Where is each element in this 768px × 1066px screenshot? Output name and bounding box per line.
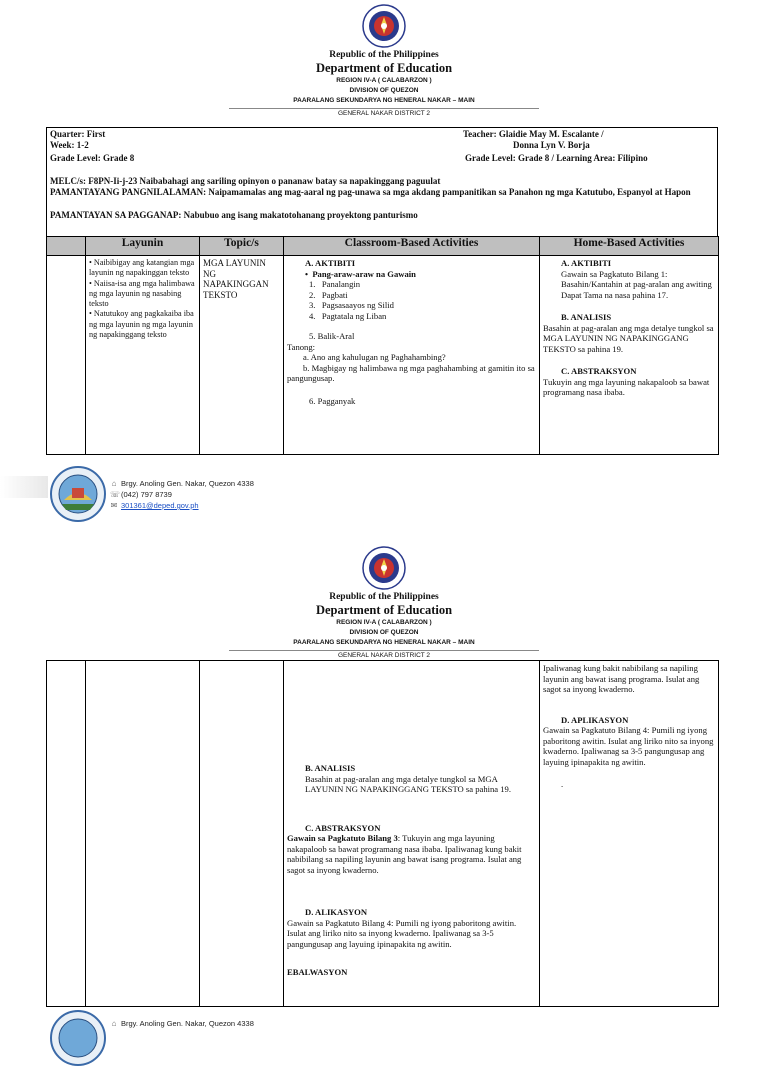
week-text: Week: 1-2 [50, 140, 89, 150]
email-line [110, 500, 254, 511]
abstraksyon-label: Gawain sa Pagkatuto Bilang 3 [287, 833, 398, 843]
daily-activities-list [287, 279, 536, 321]
list-item-text: Pagbati [321, 289, 348, 300]
aktibiti-title: A. AKTIBITI [305, 258, 356, 268]
home-aktibiti-title: A. AKTIBITI [561, 258, 612, 268]
address-text: Brgy. Anoling Gen. Nakar, Quezon 4338 [121, 479, 254, 488]
grade-level-right: Grade Level: Grade 8 / Learning Area: Filipino [465, 153, 648, 163]
location-icon: ⌂ [111, 1019, 117, 1028]
alikasyon-body: Gawain sa Pagkatuto Bilang 4: Pumili ng iyong paboritong awitin. Isulat ang liriko nito sa inyong kwaderno. Ipaliwanag sa 3-5 pangungusap ang layuing ipinapakita ng awitin. [287, 917, 517, 949]
pangaraw-label: • Pang-araw-araw na Gawain [305, 268, 416, 279]
layunin-item: • Naiisa-isa ang mga halimbawa ng mga layunin ng nasabing teksto [89, 278, 195, 309]
district-label: GENERAL NAKAR DISTRICT 2 [337, 652, 431, 659]
analisis-body: Basahin at pag-aralan ang mga detalye tungkol sa MGA LAYUNIN NG NAPAKINGGANG TEKSTO sa pahina 19. [305, 773, 512, 794]
list-item: 2. Pagbati [309, 289, 348, 300]
phone-icon: ☏ [110, 490, 121, 499]
header-home: Home-Based Activities [540, 237, 719, 256]
classroom-cell [284, 256, 540, 455]
classroom-cell [284, 661, 540, 1007]
empty-header [47, 237, 86, 256]
grade-level-left: Grade Level: Grade 8 [50, 153, 135, 163]
deped-seal-icon [362, 4, 406, 48]
tanong-label: Tanong: [287, 341, 316, 352]
pagganyak: 6. Pagganyak [309, 395, 356, 406]
school-logo-icon [50, 1010, 106, 1066]
school-label: PAARALANG SEKUNDARYA NG HENERAL NAKAR – MAIN [293, 639, 475, 646]
region-label: REGION IV-A ( CALABARZON ) [336, 619, 432, 626]
ebalwasyon-title: EBALWASYON [287, 967, 348, 977]
empty-cell [47, 661, 86, 1007]
layunin-cell [86, 256, 200, 455]
phone-line [110, 489, 254, 500]
melc-text: MELC/s: F8PN-Ii-j-23 Naibabahagi ang sariling opinyon o pananaw batay sa napakinggang paguulat [50, 176, 441, 186]
page1-header [0, 50, 768, 119]
school-label: PAARALANG SEKUNDARYA NG HENERAL NAKAR – MAIN [293, 97, 475, 104]
email-link[interactable]: 301361@deped.gov.ph [121, 501, 199, 510]
aplikasyon-title: D. APLIKASYON [561, 714, 629, 725]
quarter-text: Quarter: First [50, 129, 106, 139]
layunin-cell [86, 661, 200, 1007]
home-cell [540, 256, 719, 455]
home-aktibiti-body2: Dapat Tama na nasa pahina 17. [561, 289, 669, 300]
trailing-dot: . [561, 779, 564, 789]
home-top-text: Ipaliwanag kung bakit nabibilang sa napiling layunin ang bawat isang programa. Isulat ang sagot sa inyong kwaderno. [543, 663, 700, 694]
lesson-plan-table [46, 236, 719, 455]
home-abstraksyon-title: C. ABSTRAKSYON [561, 366, 637, 376]
list-item-text: Panalangin [321, 279, 361, 289]
list-item: 3. Pagsasaayos ng Silid [309, 300, 394, 310]
page2-header [0, 592, 768, 661]
pangaraw-text: Pang-araw-araw na Gawain [312, 268, 416, 279]
lesson-plan-table-continued [46, 660, 719, 1007]
abstraksyon-body [287, 833, 536, 875]
teacher-text: Teacher: Glaidie May M. Escalante / [463, 129, 604, 139]
list-item-text: Pagtatala ng Liban [321, 310, 387, 321]
question-a: a. Ano ang kahulugan ng Paghahambing? [303, 352, 446, 362]
home-cell [540, 661, 719, 1007]
republic-label: Republic of the Philippines [329, 50, 439, 60]
republic-label: Republic of the Philippines [329, 592, 439, 602]
footer-shadow [0, 476, 48, 498]
abstraksyon-text: : Tukuyin ang mga layuning nakapaloob sa bawat programang nasa ibaba. Ipaliwanag kung bakit nabibilang sa napiling layunin ang bawat isang programa. Isulat ang sagot sa inyong kwaderno. [287, 833, 522, 875]
topic-cell: MGA LAYUNIN NG NAPAKINGGAN TEKSTO [200, 256, 284, 455]
division-label: DIVISION OF QUEZON [349, 629, 419, 636]
district-label: GENERAL NAKAR DISTRICT 2 [337, 110, 431, 117]
aplikasyon-body: Gawain sa Pagkatuto Bilang 4: Pumili ng iyong paboritong awitin. Isulat ang liriko nito sa inyong kwaderno. Ipaliwanag sa 3-5 pangungusap ang layuing ipinapakita ng awitin. [543, 725, 714, 767]
home-aktibiti-body: Gawain sa Pagkatuto Bilang 1: Basahin/Kantahin at pag-aralan ang awiting [561, 268, 712, 289]
department-title: Department of Education [315, 61, 453, 75]
phone-text: (042) 797 8739 [121, 490, 172, 499]
lesson-info-box [46, 127, 718, 237]
header-topics: Topic/s [200, 237, 284, 256]
division-label: DIVISION OF QUEZON [349, 87, 419, 94]
deped-seal-icon [362, 546, 406, 590]
list-item: 4. Pagtatala ng Liban [309, 310, 387, 321]
email-icon: ✉ [110, 501, 118, 510]
location-icon: ⌂ [111, 479, 117, 488]
page1-footer-contact [110, 478, 254, 511]
layunin-item: • Naibibigay ang katangian mga layunin ng napakinggan teksto [89, 258, 195, 278]
list-item-text: Pagsasaayos ng Silid [321, 300, 394, 310]
header-layunin: Layunin [86, 237, 200, 256]
home-analisis-title: B. ANALISIS [561, 312, 612, 322]
empty-cell [47, 256, 86, 455]
list-item: 1. Panalangin [309, 279, 361, 289]
home-abstraksyon-body: Tukuyin ang mga layuning nakapaloob sa bawat programang nasa ibaba. [543, 376, 710, 397]
pamantayan-sa-pagganap: PAMANTAYAN SA PAGGANAP: Nabubuo ang isang makatotohanang proyektong panturismo [50, 210, 418, 220]
layunin-item: • Natutukoy ang pagkakaiba iba ng mga layunin ng mga layunin ng napakinggang teksto [89, 309, 194, 340]
header-classroom: Classroom-Based Activities [284, 237, 540, 256]
pamantayang-pangnilalaman: PAMANTAYANG PANGNILALAMAN: Naipamamalas ang mag-aaral ng pag-unawa sa mga akdang pampanitikan sa Panahon ng mga Katutubo, Espanyol at Hapon [50, 187, 691, 197]
address-text: Brgy. Anoling Gen. Nakar, Quezon 4338 [121, 1019, 254, 1028]
department-title: Department of Education [315, 603, 453, 617]
balik-aral: 5. Balik-Aral [309, 331, 355, 341]
analisis-title: B. ANALISIS [305, 763, 356, 773]
topic-cell [200, 661, 284, 1007]
school-logo-icon [50, 466, 106, 522]
teacher2-text: Donna Lyn V. Borja [513, 140, 590, 150]
abstraksyon-title: C. ABSTRAKSYON [305, 822, 381, 833]
region-label: REGION IV-A ( CALABARZON ) [336, 77, 432, 84]
question-b: b. Magbigay ng halimbawa ng mga paghahambing at gamitin ito sa pangungusap. [287, 362, 535, 383]
home-analisis-body: Basahin at pag-aralan ang mga detalye tungkol sa MGA LAYUNIN NG NAPAKINGGANG TEKSTO sa pahina 19. [543, 322, 714, 354]
address-line [110, 478, 254, 489]
alikasyon-title: D. ALIKASYON [305, 907, 368, 917]
